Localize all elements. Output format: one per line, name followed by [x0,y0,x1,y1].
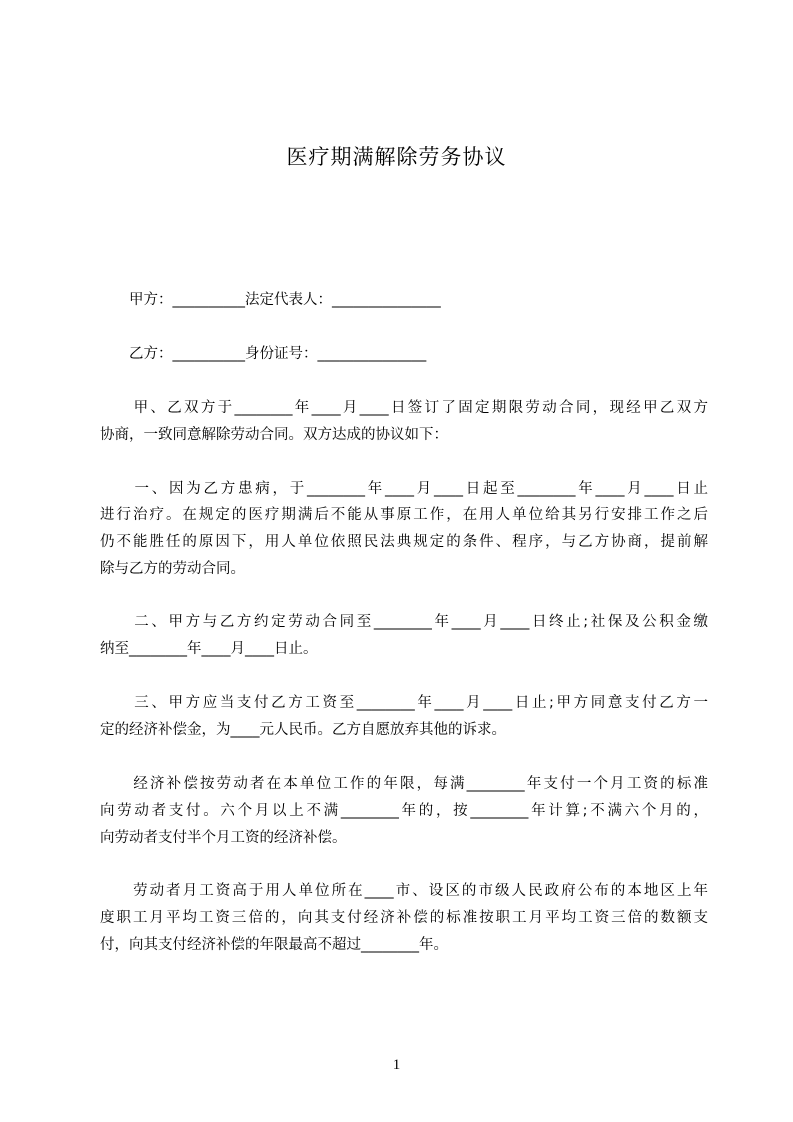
clause-2-line-1: 二、甲方与乙方约定劳动合同至________年____月____日终止;社保及公积金缴 [100,614,708,630]
intro-line-1: 甲、乙双方于________年____月____日签订了固定期限劳动合同，现经甲乙双方 [100,400,708,416]
intro-line-2: 协商，一致同意解除劳动合同。双方达成的协议如下： [100,427,448,443]
compensation-line-1: 经济补偿按劳动者在本单位工作的年限，每满________年支付一个月工资的标准 [100,776,708,792]
clause-1-line-1: 一、因为乙方患病，于________年____月____日起至________年____月____日止 [100,481,708,497]
party-a-line: 甲方：__________法定代表人：_______________ [100,292,441,308]
clause-1-line-3: 仍不能胜任的原因下，用人单位依照民法典规定的条件、程序，与乙方协商，提前解 [100,534,708,550]
clause-3-line-2: 定的经济补偿金，为____元人民币。乙方自愿放弃其他的诉求。 [100,722,506,738]
high-wage-line-1: 劳动者月工资高于用人单位所在____市、设区的市级人民政府公布的本地区上年 [100,883,708,899]
compensation-line-3: 向劳动者支付半个月工资的经济补偿。 [100,830,347,846]
party-b-line: 乙方：__________身份证号：_______________ [100,346,427,362]
clause-2-line-2: 纳至________年____月____日止。 [100,641,318,657]
clause-1-line-4: 除与乙方的劳动合同。 [100,561,245,577]
page-number: 1 [392,1057,401,1073]
clause-1-line-2: 进行治疗。在规定的医疗期满后不能从事原工作，在用人单位给其另行安排工作之后 [100,507,708,523]
high-wage-line-2: 度职工月平均工资三倍的，向其支付经济补偿的标准按职工月平均工资三倍的数额支 [100,910,708,926]
clause-3-line-1: 三、甲方应当支付乙方工资至________年____月____日止;甲方同意支付乙方一 [100,695,708,711]
document-title: 医疗期满解除劳务协议 [286,145,507,169]
compensation-line-2: 向劳动者支付。六个月以上不满________年的，按________年计算;不满六个月的， [100,803,708,819]
high-wage-line-3: 付，向其支付经济补偿的年限最高不超过________年。 [100,937,448,953]
